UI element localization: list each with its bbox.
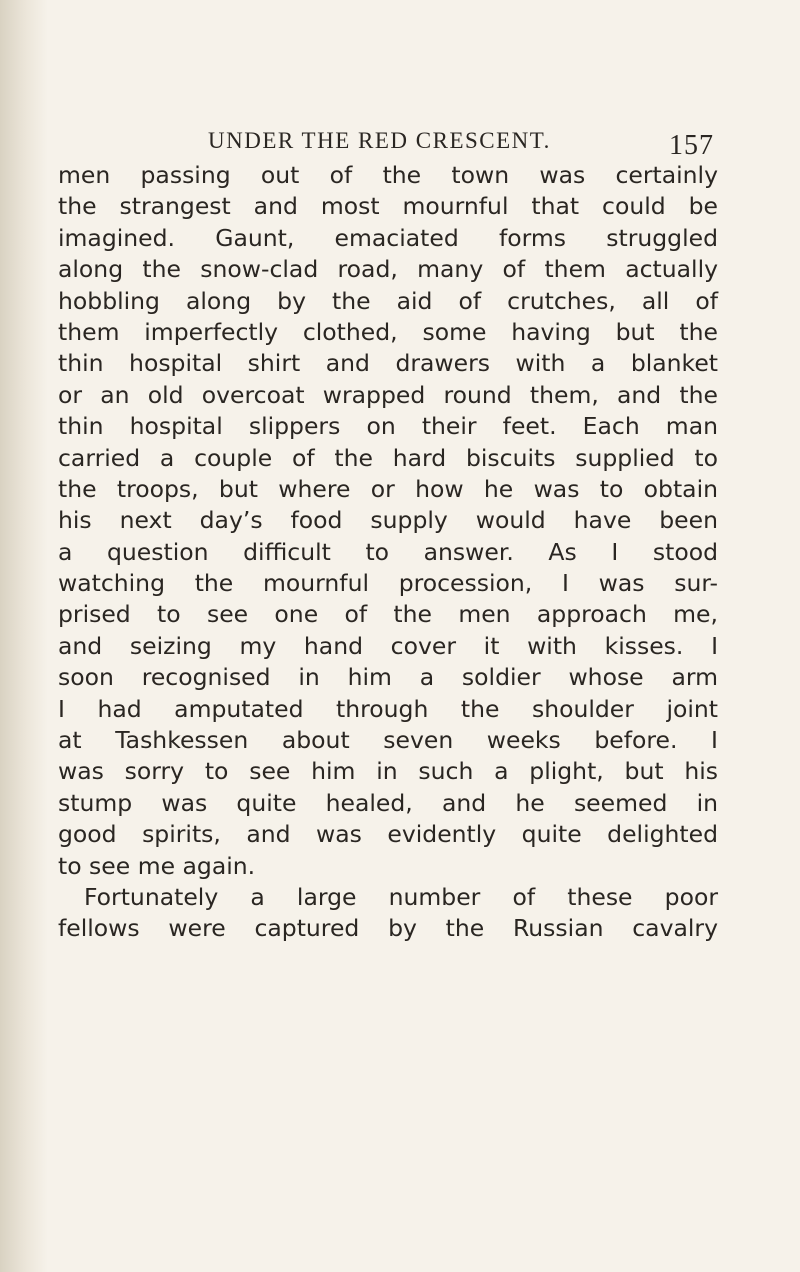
body-text [58,160,718,945]
text-line: a question difficult to answer. As I stood [58,537,718,566]
text-line: prised to see one of the men approach me, [58,600,718,629]
text-line: thin hospital shirt and drawers with a blanket [58,349,718,378]
text-line: fellows were captured by the Russian cavalry [58,914,718,943]
text-line: stump was quite healed, and he seemed in [58,788,718,817]
text-line: them imperfectly clothed, some having but the [58,317,718,346]
book-page [58,0,718,1272]
running-title: UNDER THE RED CRESCENT. [208,128,551,153]
text-line: at Tashkessen about seven weeks before. I [58,726,718,755]
text-line: was sorry to see him in such a plight, but his [58,757,718,786]
text-line: soon recognised in him a soldier whose arm [58,663,718,692]
text-line: his next day’s food supply would have been [58,506,718,535]
text-line: I had amputated through the shoulder joint [58,694,718,723]
page-gutter-shadow [0,0,48,1272]
text-line: imagined. Gaunt, emaciated forms struggled [58,223,718,252]
text-line: good spirits, and was evidently quite delighted [58,820,718,849]
page-number: 157 [669,130,714,161]
text-line: along the snow-clad road, many of them actually [58,255,718,284]
text-line: or an old overcoat wrapped round them, and the [58,380,718,409]
text-line: watching the mournful procession, I was sur- [58,569,718,598]
text-line: men passing out of the town was certainly [58,161,718,189]
paragraph-start-line: Fortunately a large number of these poor [84,882,718,911]
running-header [58,128,718,164]
text-line: the troops, but where or how he was to obtain [58,474,718,503]
text-line: thin hospital slippers on their feet. Each man [58,412,718,441]
text-line: and seizing my hand cover it with kisses. I [58,631,718,660]
paragraph-end-line: to see me again. [58,851,256,880]
text-line: carried a couple of the hard biscuits supplied to [58,443,718,472]
text-line: the strangest and most mournful that could be [58,192,718,221]
text-line: hobbling along by the aid of crutches, all of [58,286,718,315]
